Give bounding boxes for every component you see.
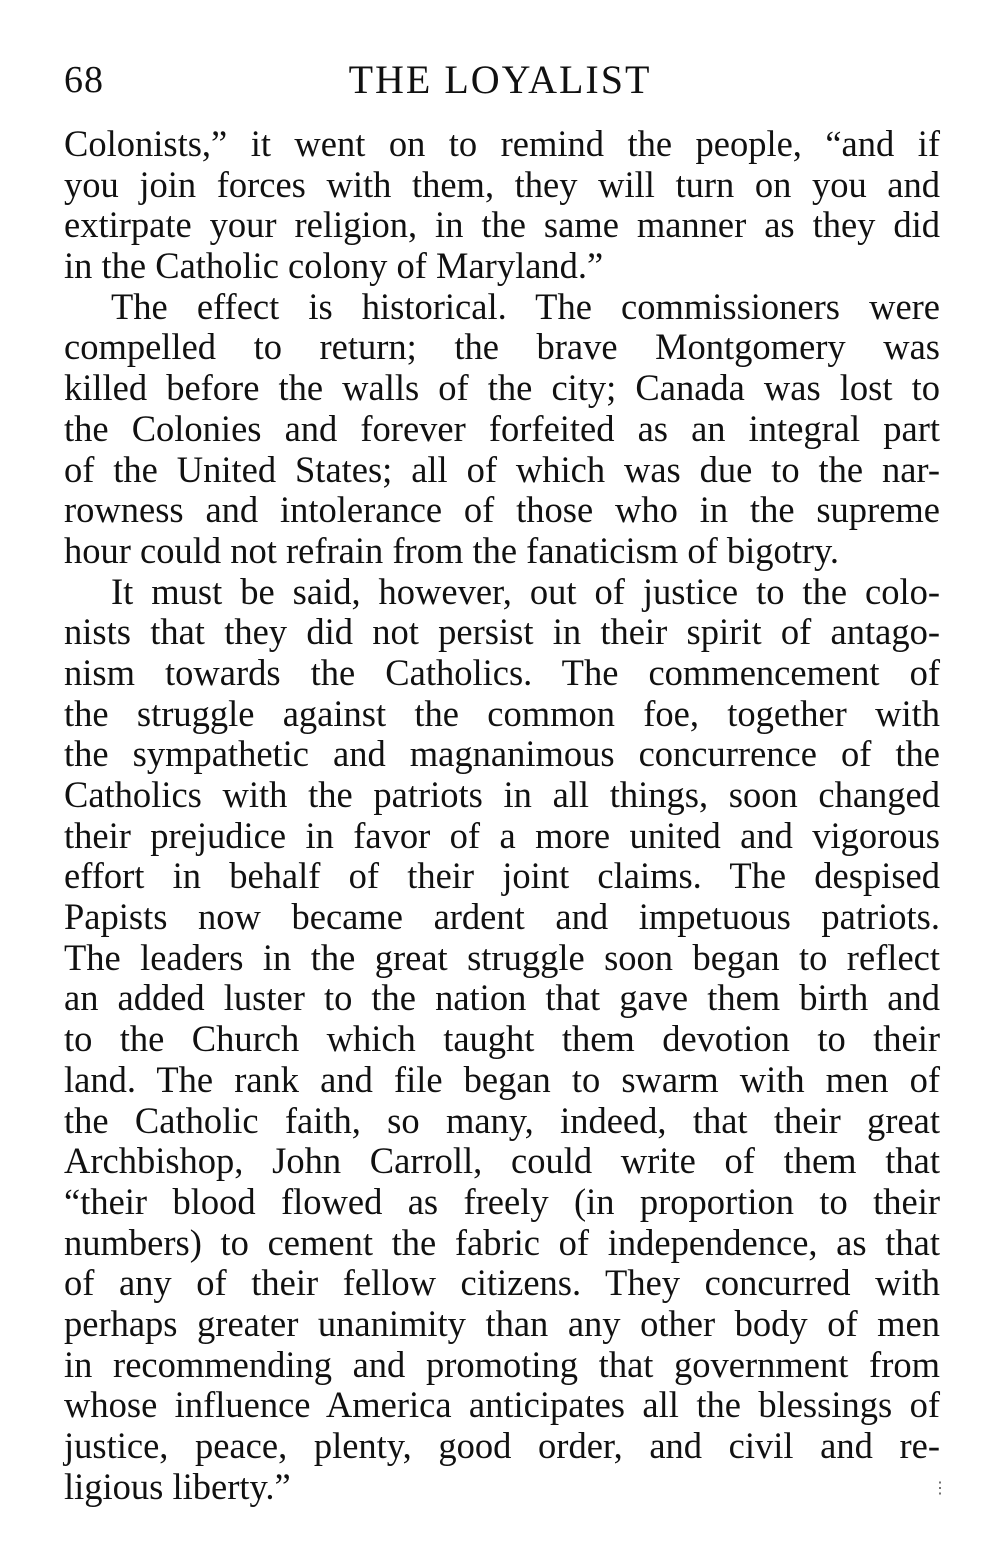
- text-line: the Colonies and forever forfeited as an integral part: [64, 407, 940, 449]
- text-line: of the United States; all of which was due to the nar-: [64, 448, 940, 490]
- text-line: hour could not refrain from the fanaticism of bigotry.: [64, 529, 840, 571]
- text-line: killed before the walls of the city; Canada was lost to: [64, 367, 940, 409]
- text-line: The leaders in the great struggle soon began to reflect: [64, 936, 940, 978]
- text-line: the struggle against the common foe, together with: [64, 692, 940, 734]
- body-text: [64, 124, 940, 1507]
- text-line: nism towards the Catholics. The commencement of: [64, 651, 940, 693]
- text-line: nists that they did not persist in their spirit of antago-: [64, 611, 940, 653]
- text-line: their prejudice in favor of a more united and vigorous: [64, 814, 940, 856]
- running-title: THE LOYALIST: [348, 57, 652, 102]
- text-line: “their blood flowed as freely (in proportion to their: [64, 1180, 940, 1222]
- text-line: whose influence America anticipates all the blessings of: [64, 1384, 940, 1426]
- text-line: extirpate your religion, in the same manner as they did: [64, 204, 940, 246]
- text-line: to the Church which taught them devotion to their: [64, 1018, 940, 1060]
- scan-speck: ⋮: [932, 1480, 948, 1497]
- text-line: effort in behalf of their joint claims. The despised: [64, 855, 940, 897]
- text-line: you join forces with them, they will turn on you and: [64, 163, 940, 205]
- text-line: land. The rank and file began to swarm with men of: [64, 1058, 940, 1100]
- text-line: rowness and intolerance of those who in the supreme: [64, 489, 940, 531]
- text-line: perhaps greater unanimity than any other body of men: [64, 1302, 940, 1344]
- text-line: in the Catholic colony of Maryland.”: [64, 245, 604, 287]
- text-line: Colonists,” it went on to remind the people, “and if: [64, 123, 940, 164]
- text-line: of any of their fellow citizens. They concurred with: [64, 1262, 940, 1304]
- text-line: It must be said, however, out of justice to the colo-: [111, 570, 940, 612]
- text-line: the Catholic faith, so many, indeed, that their great: [64, 1099, 940, 1141]
- text-line: justice, peace, plenty, good order, and civil and re-: [64, 1425, 940, 1466]
- text-line: ligious liberty.”: [64, 1465, 291, 1507]
- paragraph-3: [64, 572, 940, 1508]
- text-line: the sympathetic and magnanimous concurrence of the: [64, 733, 940, 775]
- text-line: in recommending and promoting that government from: [64, 1343, 940, 1385]
- page-number: 68: [64, 59, 104, 101]
- paragraph-1: [64, 124, 940, 287]
- text-line: an added luster to the nation that gave them birth and: [64, 977, 940, 1019]
- text-line: Archbishop, John Carroll, could write of them that: [64, 1140, 940, 1182]
- text-line: Papists now became ardent and impetuous patriots.: [64, 896, 940, 938]
- text-line: compelled to return; the brave Montgomery was: [64, 326, 940, 368]
- text-line: Catholics with the patriots in all things, soon changed: [64, 774, 940, 815]
- text-line: The effect is historical. The commissioners were: [111, 285, 940, 327]
- paragraph-2: [64, 287, 940, 572]
- text-line: numbers) to cement the fabric of independence, as that: [64, 1221, 940, 1263]
